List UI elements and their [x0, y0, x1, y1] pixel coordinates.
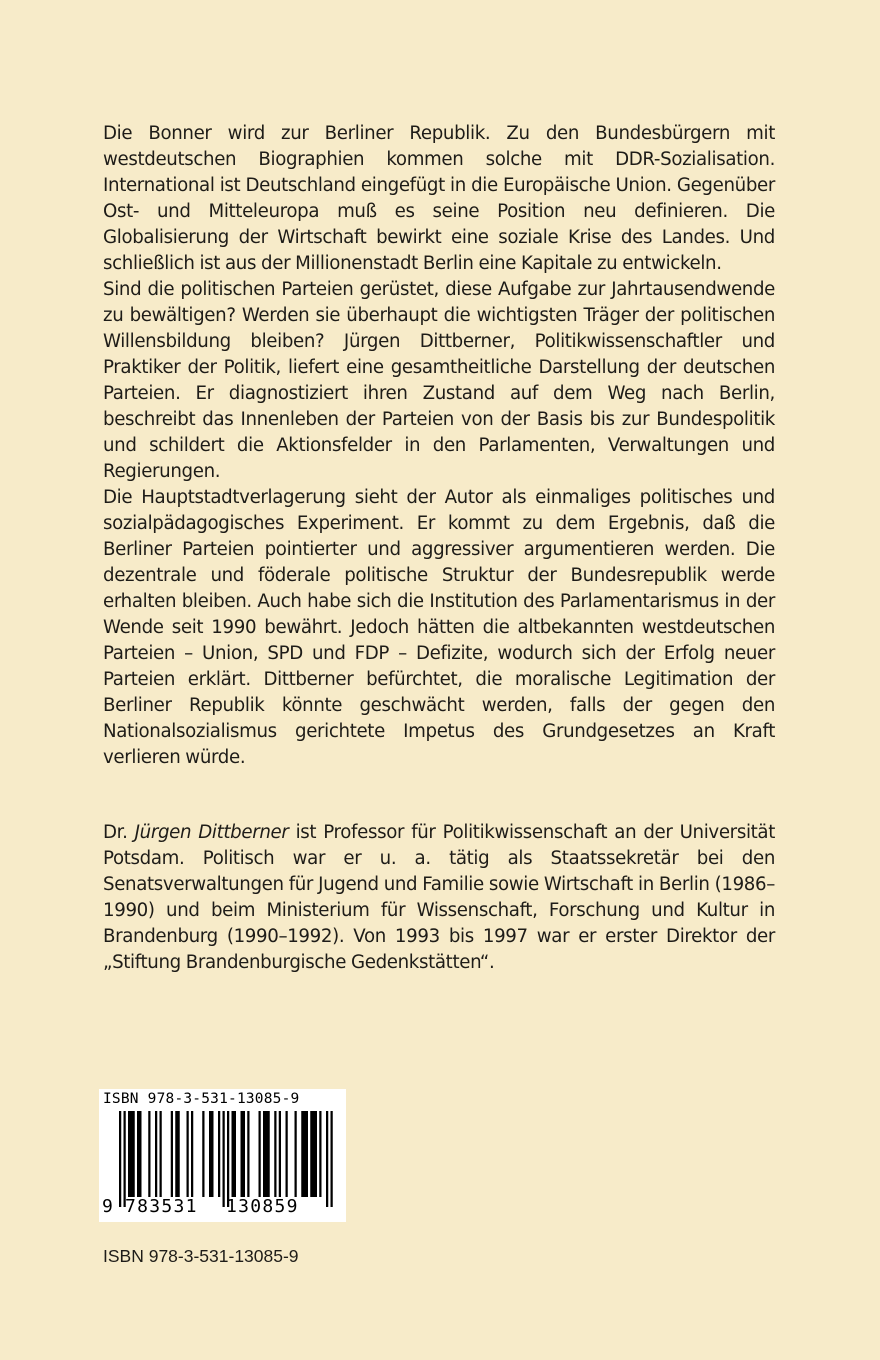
barcode-bar [128, 1111, 135, 1197]
barcode-bar [137, 1111, 142, 1197]
blurb-paragraph-2: Sind die politischen Parteien gerüstet, diese Aufgabe zur Jahrtausendwende zu bewältigen? Werden sie überhaupt die wichtigsten Träger der politischen Willensbildung bleiben? Jürgen Dittberner, Politikwissenschaftler und Praktiker der Politik, liefert eine gesamtheitliche Darstellung der deutschen Parteien. Er diagnostiziert ihren Zustand auf dem Weg nach Berlin, beschreibt das Innenleben der Parteien von der Basis bis zur Bundespolitik und schildert die Aktionsfelder in den Parlamenten, Verwaltungen und Regierungen. [103, 279, 775, 482]
blurb-paragraph-1: Die Bonner wird zur Berliner Republik. Zu den Bundesbürgern mit westdeutschen Biographien kommen solche mit DDR-Sozialisation. International ist Deutschland eingefügt in die Europäische Union. Gegenüber Ost- und Mitteleuropa muß es seine Position neu definieren. Die Globalisierung der Wirtschaft bewirkt eine soziale Krise des Landes. Und schließlich ist aus der Millionenstadt Berlin eine Kapitale zu entwickeln. [103, 123, 775, 274]
barcode-bar [241, 1111, 246, 1197]
barcode-bar [171, 1111, 173, 1197]
isbn-barcode [99, 1089, 346, 1222]
barcode-bar [279, 1111, 281, 1197]
barcode-bar [209, 1111, 214, 1197]
barcode-bar [274, 1111, 276, 1197]
barcode-digit-first: 9 [102, 1196, 115, 1217]
author-bio-text: ist Professor für Politikwissenschaft an der Universität Potsdam. Politisch war er u. a. tätig als Staatssekretär bei den Senatsverwaltungen für Jugend und Familie sowie Wirtschaft in Berlin (1986–1990) und beim Ministerium für Wissenschaft, Forschung und Kultur in Brandenburg (1990–1992). Von 1993 bis 1997 war er erster Direktor der „Stiftung Brandenburgische Gedenkstätten“. [103, 822, 775, 973]
barcode-bar [175, 1111, 180, 1197]
author-prefix: Dr. [103, 822, 135, 843]
barcode-digits-right: 130859 [226, 1196, 299, 1217]
barcode-digits-left: 783531 [125, 1196, 198, 1217]
barcode-bar [310, 1111, 317, 1197]
barcode-guard-bar [119, 1111, 121, 1207]
barcode-guard-bar [331, 1111, 333, 1207]
barcode-bar [319, 1111, 321, 1197]
barcode-guard-bar [223, 1111, 225, 1207]
barcode-bar [218, 1111, 220, 1197]
barcode-bar [232, 1111, 237, 1197]
isbn-label: ISBN 978-3-531-13085-9 [103, 1246, 299, 1266]
blurb-paragraph-3: Die Hauptstadtverlagerung sieht der Autor als einmaliges politisches und sozialpädagogisches Experiment. Er kommt zu dem Ergebnis, daß die Berliner Parteien pointierter und aggressiver argumentieren werden. Die dezentrale und föderale politische Struktur der Bundesrepublik werde erhalten bleiben. Auch habe sich die Institution des Parlamentarismus in der Wende seit 1990 bewährt. Jedoch hätten die altbekannten westdeutschen Parteien – Union, SPD und FDP – Defizite, wodurch sich der Erfolg neuer Parteien erklärt. Dittberner befürchtet, die moralische Legitimation der Berliner Republik könnte geschwächt werden, falls der gegen den Nationalsozialismus gerichtete Impetus des Grundgesetzes an Kraft verlieren würde. [103, 487, 775, 768]
author-name: Jürgen Dittberner [134, 822, 289, 843]
barcode-bar [160, 1111, 162, 1197]
barcode-bar [263, 1111, 270, 1197]
barcode-guard-bar [124, 1111, 126, 1207]
barcode-bar [247, 1111, 249, 1197]
barcode-bar [155, 1111, 157, 1197]
barcode-isbn-text: ISBN 978-3-531-13085-9 [103, 1091, 300, 1107]
back-cover-blurb [103, 121, 775, 771]
barcode-bar [301, 1111, 308, 1197]
author-bio-paragraph [103, 820, 775, 976]
barcode-bar [148, 1111, 150, 1197]
barcode-bar [286, 1111, 288, 1197]
barcode-bar [295, 1111, 297, 1197]
barcode-bar [202, 1111, 204, 1197]
author-bio [103, 820, 775, 976]
barcode-guard-bar [227, 1111, 229, 1207]
barcode-guard-bar [326, 1111, 328, 1207]
barcode-bar [259, 1111, 261, 1197]
barcode-bar [187, 1111, 189, 1197]
barcode-bar [191, 1111, 193, 1197]
